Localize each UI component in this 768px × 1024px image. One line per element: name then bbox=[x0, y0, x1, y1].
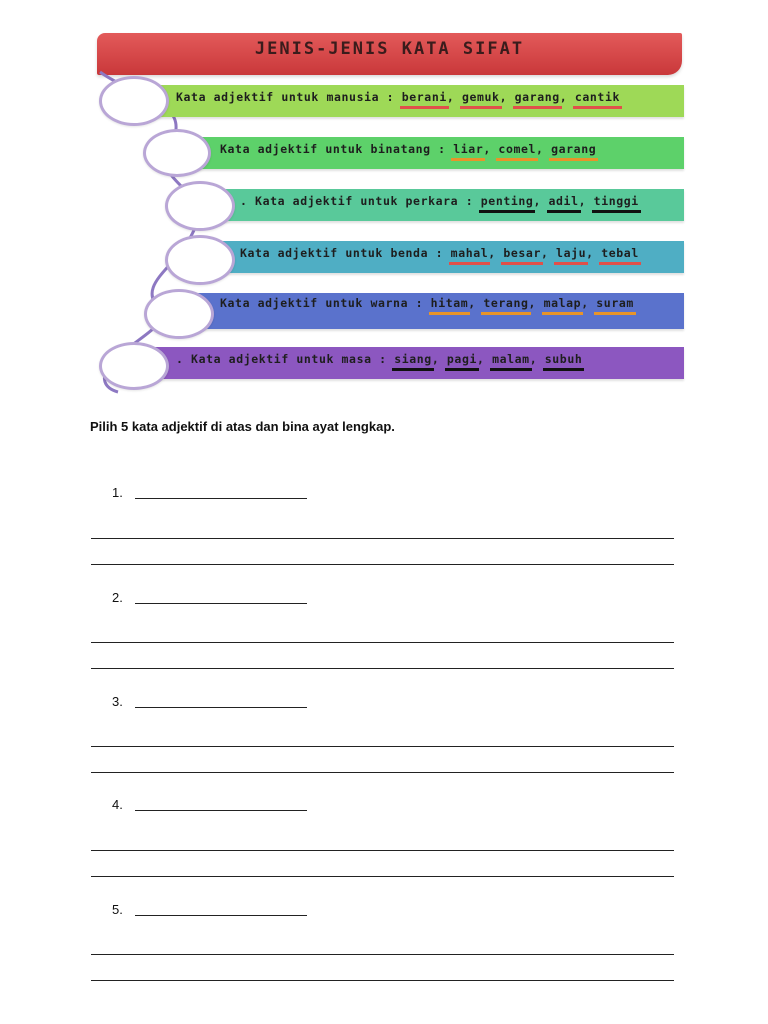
adjective-word: suram bbox=[596, 296, 634, 310]
sentence-answer-line[interactable] bbox=[91, 564, 674, 565]
category-text-benda: Kata adjektif untuk benda : mahal, besar, laju, tebal bbox=[240, 246, 639, 260]
adjective-word: berani bbox=[401, 90, 447, 104]
adjective-answer-line[interactable] bbox=[135, 498, 307, 499]
adjective-word: cantik bbox=[574, 90, 620, 104]
instruction-text: Pilih 5 kata adjektif di atas dan bina ayat lengkap. bbox=[90, 419, 395, 434]
adjective-word: terang bbox=[483, 296, 529, 310]
category-bar-perkara bbox=[200, 189, 684, 221]
adjective-word: pagi bbox=[446, 352, 477, 366]
adjective-word: comel bbox=[498, 142, 537, 156]
adjective-word: laju bbox=[556, 246, 587, 260]
adjective-word: malap bbox=[543, 296, 582, 310]
item-number: 2. bbox=[112, 590, 123, 605]
adjective-word: subuh bbox=[544, 352, 583, 366]
adjective-word: tebal bbox=[601, 246, 639, 260]
timeline-circle bbox=[99, 342, 169, 390]
category-text-perkara: . Kata adjektif untuk perkara : penting, adil, tinggi bbox=[240, 194, 639, 208]
adjective-answer-line[interactable] bbox=[135, 707, 307, 708]
category-bar-manusia bbox=[132, 85, 684, 117]
timeline-circle bbox=[165, 181, 235, 231]
sentence-answer-line[interactable] bbox=[91, 850, 674, 851]
timeline-circle bbox=[144, 289, 214, 339]
sentence-answer-line[interactable] bbox=[91, 668, 674, 669]
adjective-word: liar bbox=[453, 142, 484, 156]
sentence-answer-line[interactable] bbox=[91, 746, 674, 747]
adjective-word: penting bbox=[480, 194, 534, 208]
category-bar-masa bbox=[132, 347, 684, 379]
item-number: 3. bbox=[112, 694, 123, 709]
adjective-word: siang bbox=[394, 352, 432, 366]
item-number: 1. bbox=[112, 485, 123, 500]
category-bar-binatang bbox=[178, 137, 684, 169]
category-text-manusia: Kata adjektif untuk manusia : berani, gemuk, garang, cantik bbox=[176, 90, 620, 104]
category-text-binatang: Kata adjektif untuk binatang : liar, comel, garang bbox=[220, 142, 597, 156]
sentence-answer-line[interactable] bbox=[91, 538, 674, 539]
category-bar-benda bbox=[200, 241, 684, 273]
adjective-answer-line[interactable] bbox=[135, 810, 307, 811]
sentence-answer-line[interactable] bbox=[91, 954, 674, 955]
sentence-answer-line[interactable] bbox=[91, 876, 674, 877]
category-text-masa: . Kata adjektif untuk masa : siang, pagi, malam, subuh bbox=[176, 352, 583, 366]
timeline-circle bbox=[165, 235, 235, 285]
sentence-answer-line[interactable] bbox=[91, 980, 674, 981]
adjective-answer-line[interactable] bbox=[135, 603, 307, 604]
worksheet-title: JENIS-JENIS KATA SIFAT bbox=[254, 39, 525, 59]
adjective-word: gemuk bbox=[461, 90, 500, 104]
adjective-word: besar bbox=[503, 246, 541, 260]
adjective-word: tinggi bbox=[593, 194, 639, 208]
item-number: 5. bbox=[112, 902, 123, 917]
adjective-word: adil bbox=[548, 194, 579, 208]
sentence-answer-line[interactable] bbox=[91, 642, 674, 643]
adjective-answer-line[interactable] bbox=[135, 915, 307, 916]
adjective-word: mahal bbox=[450, 246, 489, 260]
timeline-circle bbox=[143, 129, 211, 177]
sentence-answer-line[interactable] bbox=[91, 772, 674, 773]
adjective-word: garang bbox=[551, 142, 597, 156]
category-bar-warna bbox=[178, 293, 684, 329]
category-text-warna: Kata adjektif untuk warna : hitam, terang, malap, suram bbox=[220, 296, 634, 310]
adjective-word: garang bbox=[514, 90, 560, 104]
timeline-circle bbox=[99, 76, 169, 126]
item-number: 4. bbox=[112, 797, 123, 812]
adjective-word: hitam bbox=[430, 296, 469, 310]
adjective-word: malam bbox=[492, 352, 530, 366]
